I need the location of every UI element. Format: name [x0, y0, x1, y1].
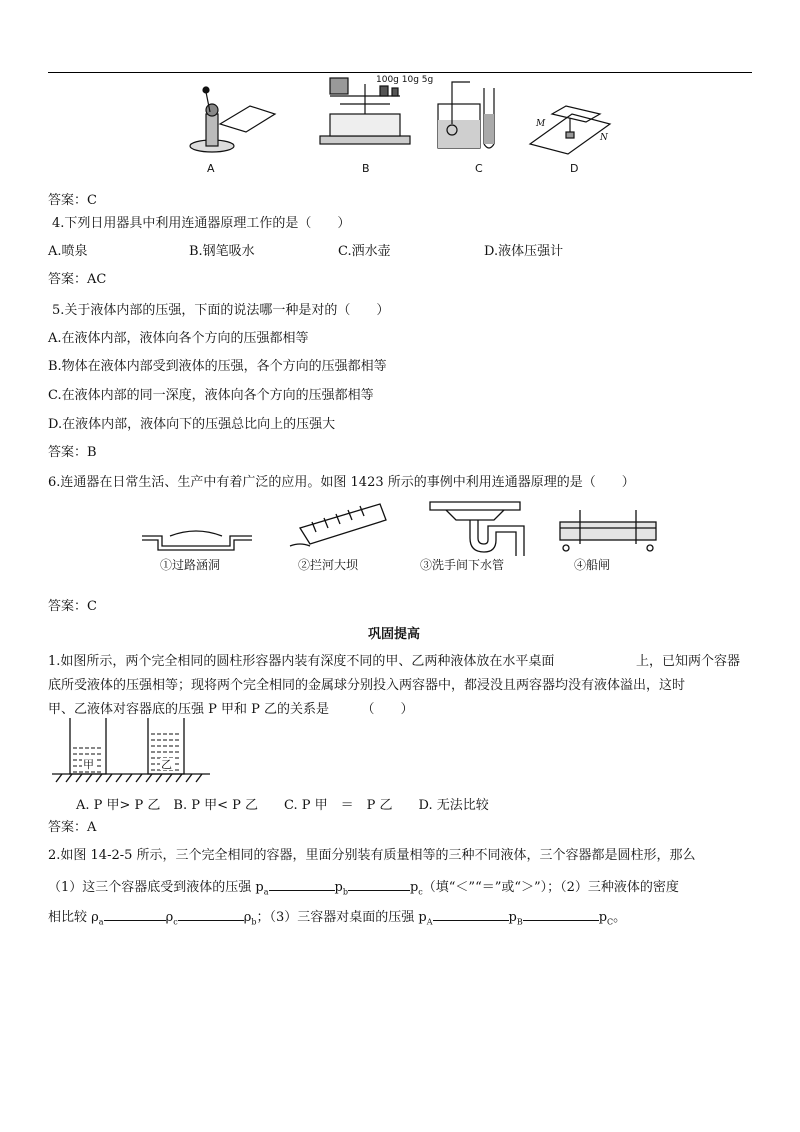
blank-5[interactable] — [433, 920, 509, 921]
p1-options: A. P 甲> P 乙 B. P 甲< P 乙 C. P 甲 ＝ P 乙 D. 无法比较 — [76, 798, 489, 813]
q4-option-a: A.喷泉 — [48, 244, 88, 259]
p2-end: 。 — [613, 910, 627, 925]
p2-line1: 2.如图 14-2-5 所示，三个完全相同的容器，里面分别装有质量相等的三种不同液体，三个容器都是圆柱形，那么 — [48, 848, 696, 863]
section-title: 巩固提高 — [368, 627, 421, 642]
q4-answer: 答案：AC — [48, 272, 107, 287]
figure-ship-lock — [560, 510, 656, 551]
sub-c: c — [418, 887, 423, 897]
rho-sub-b: b — [251, 917, 257, 927]
q4-option-b: B.钢笔吸水 — [189, 244, 255, 259]
q4-option-c: C.洒水壶 — [338, 244, 391, 259]
p1-line3: 甲、乙液体对容器底的压强 P 甲和 P 乙的关系是 （ ） — [48, 702, 414, 717]
sub-A: A — [426, 917, 433, 927]
p1-answer: 答案：A — [48, 820, 97, 835]
p1-line2: 底所受液体的压强相等；现将两个完全相同的金属球分别投入两容器中，都浸没且两容器均没有液体溢出，这时 — [48, 678, 686, 693]
p-C: p — [598, 910, 608, 925]
rho-sub-c: c — [173, 917, 178, 927]
caption-a: A — [207, 162, 215, 175]
rho-c: ρ — [165, 910, 174, 925]
q4-option-d: D.液体压强计 — [484, 244, 564, 259]
q5-option-b: B.物体在液体内部受到液体的压强，各个方向的压强都相等 — [48, 359, 387, 374]
figure-d — [530, 106, 610, 154]
sub-C: C — [607, 917, 614, 927]
label-jia: 甲 — [83, 758, 94, 771]
p1-line1a: 1.如图所示，两个完全相同的圆柱形容器内装有深度不同的甲、乙两种液体放在水平桌面 — [48, 654, 555, 669]
figure-culvert — [142, 531, 252, 550]
rho-sub-a: a — [98, 917, 104, 927]
figure-abcd — [180, 74, 620, 178]
blank-1[interactable] — [269, 890, 335, 891]
caption-b: B — [362, 162, 370, 175]
caption-d: D — [570, 162, 579, 175]
figure-p1-containers — [48, 712, 218, 786]
sub-a: a — [263, 887, 269, 897]
blank-2[interactable] — [348, 890, 410, 891]
p-B: p — [508, 910, 517, 925]
q6-stem: 6.连通器在日常生活、生产中有着广泛的应用。如图 1423 所示的事例中利用连通器原理的是（ ） — [48, 475, 635, 490]
label-m: M — [536, 119, 546, 129]
blank-4[interactable] — [178, 920, 244, 921]
q6-caption-2: ②拦河大坝 — [298, 558, 359, 572]
p2-line2 — [48, 876, 679, 897]
q6-answer: 答案：C — [48, 599, 97, 614]
p-b: p — [334, 880, 343, 895]
label-yi: 乙 — [161, 758, 172, 771]
q5-option-d: D.在液体内部，液体向下的压强总比向上的压强大 — [48, 417, 336, 432]
p1-line1b: 上，已知两个容器 — [636, 654, 741, 669]
blank-6[interactable] — [523, 920, 599, 921]
q6-caption-3: ③洗手间下水管 — [420, 558, 505, 572]
figure-b — [320, 78, 410, 144]
q6-caption-4: ④船闸 — [574, 558, 611, 572]
blank-3[interactable] — [104, 920, 166, 921]
label-n: N — [600, 133, 608, 143]
p2-l2-tail: （填“＜”“＝”或“＞”）；（2）三种液体的密度 — [422, 880, 679, 895]
q5-answer: 答案：B — [48, 445, 97, 460]
p-c: p — [409, 880, 419, 895]
figure-sink-trap — [430, 502, 524, 556]
sub-B: B — [516, 917, 523, 927]
rho-b: ρ — [243, 910, 252, 925]
sub-b: b — [342, 887, 348, 897]
figure-c — [438, 82, 494, 148]
p2-line3 — [48, 906, 626, 927]
p2-l2-text: （1）这三个容器底受到液体的压强 p — [48, 880, 264, 895]
p2-l3-text: 相比较 ρ — [48, 910, 99, 925]
q5-option-c: C.在液体内部的同一深度，液体向各个方向的压强都相等 — [48, 388, 374, 403]
p2-l3-sep: ；（3）三容器对桌面的压强 p — [256, 910, 427, 925]
q5-option-a: A.在液体内部，液体向各个方向的压强都相等 — [48, 331, 309, 346]
answer-top: 答案：C — [48, 193, 97, 208]
q6-caption-1: ①过路涵洞 — [160, 558, 221, 572]
top-rule — [48, 72, 752, 73]
figure-a — [190, 87, 275, 152]
q5-stem: 5.关于液体内部的压强，下面的说法哪一种是对的（ ） — [52, 303, 390, 318]
weights-label: 100g 10g 5g — [376, 75, 434, 85]
q4-stem: 4.下列日用器具中利用连通器原理工作的是（ ） — [52, 216, 351, 231]
caption-c: C — [475, 162, 483, 175]
figure-dam — [290, 504, 386, 546]
